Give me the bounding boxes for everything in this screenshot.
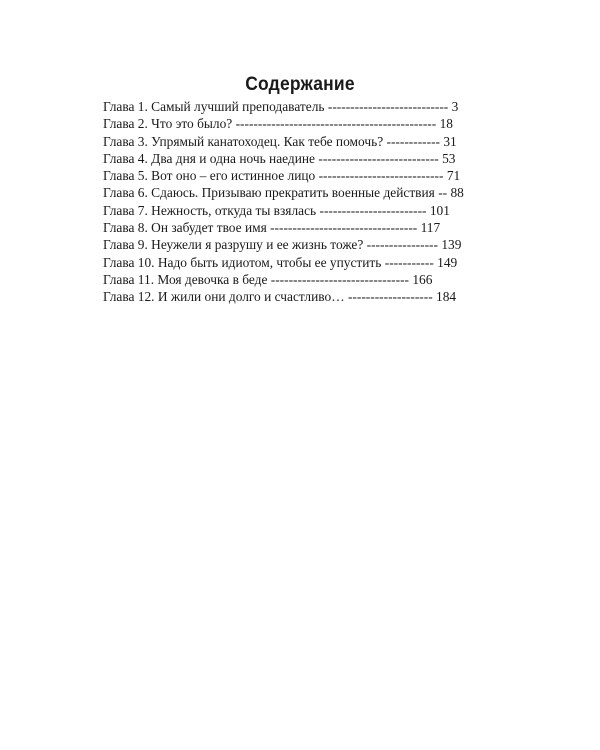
toc-entry-leader: --------------------------- xyxy=(315,150,439,166)
toc-entry-text: Глава 12. И жили они долго и счастливо… xyxy=(103,289,345,305)
toc-entry-text: Глава 7. Нежность, откуда ты взялась xyxy=(103,202,317,218)
toc-entry-page: 88 xyxy=(447,185,464,201)
toc-entry-9[interactable] xyxy=(103,236,498,253)
toc-entry-3[interactable] xyxy=(103,133,498,150)
toc-entry-page: 149 xyxy=(433,254,458,270)
toc-entry-12[interactable] xyxy=(103,288,498,305)
toc-entry-page: 71 xyxy=(443,168,461,184)
toc-entry-7[interactable] xyxy=(103,202,498,219)
toc-entry-leader: -- xyxy=(434,185,448,201)
toc-entry-page: 101 xyxy=(426,202,450,218)
toc-entry-text: Глава 9. Неужели я разрушу и ее жизнь тоже? xyxy=(103,237,364,253)
toc-entry-10[interactable] xyxy=(103,254,498,271)
toc-entry-leader: ----------- xyxy=(381,254,434,270)
toc-entry-4[interactable] xyxy=(103,150,498,167)
toc-entry-text: Глава 3. Упрямый канатоходец. Как тебе помочь? xyxy=(103,133,384,149)
toc-entry-leader: ---------------- xyxy=(363,237,438,253)
toc-entry-page: 166 xyxy=(409,271,433,287)
toc-entry-leader: ------------------------------- xyxy=(267,271,409,287)
toc-entry-page: 18 xyxy=(436,116,453,132)
toc-entry-page: 3 xyxy=(448,99,459,114)
toc-entry-text: Глава 1. Самый лучший преподаватель xyxy=(103,99,325,114)
toc-entry-text: Глава 2. Что это было? xyxy=(103,116,233,132)
toc-title: Содержание xyxy=(245,74,355,95)
toc-entry-text: Глава 11. Моя девочка в беде xyxy=(103,271,268,287)
toc-entry-6[interactable] xyxy=(103,184,498,201)
toc-entry-1[interactable] xyxy=(103,98,498,115)
toc-entry-leader: ------------------------ xyxy=(316,202,427,218)
toc-entry-leader: ---------------------------- xyxy=(315,168,444,184)
toc-entry-5[interactable] xyxy=(103,167,498,184)
toc-entry-leader: --------------------------- xyxy=(324,99,449,114)
toc-entry-leader: --------------------------------- xyxy=(266,220,418,236)
toc-entry-2[interactable] xyxy=(103,115,498,132)
toc-entry-8[interactable] xyxy=(103,219,498,236)
toc-entry-page: 117 xyxy=(417,220,441,236)
toc-entry-11[interactable] xyxy=(103,271,498,288)
toc-entry-text: Глава 10. Надо быть идиотом, чтобы ее упустить xyxy=(103,254,382,270)
toc-entry-page: 184 xyxy=(432,289,457,305)
toc-entry-page: 139 xyxy=(437,237,462,253)
table-of-contents xyxy=(103,98,498,306)
toc-entry-leader: ------------------- xyxy=(344,289,433,305)
toc-entry-leader: --------------------------------------------- xyxy=(232,116,437,132)
toc-entry-text: Глава 6. Сдаюсь. Призываю прекратить военные действия xyxy=(103,185,435,201)
toc-entry-leader: ------------ xyxy=(383,133,440,149)
toc-entry-text: Глава 8. Он забудет твое имя xyxy=(103,220,267,236)
toc-entry-text: Глава 5. Вот оно – его истинное лицо xyxy=(103,168,316,184)
toc-entry-page: 53 xyxy=(438,150,456,166)
toc-entry-page: 31 xyxy=(440,133,457,149)
toc-entry-text: Глава 4. Два дня и одна ночь наедине xyxy=(103,150,316,166)
